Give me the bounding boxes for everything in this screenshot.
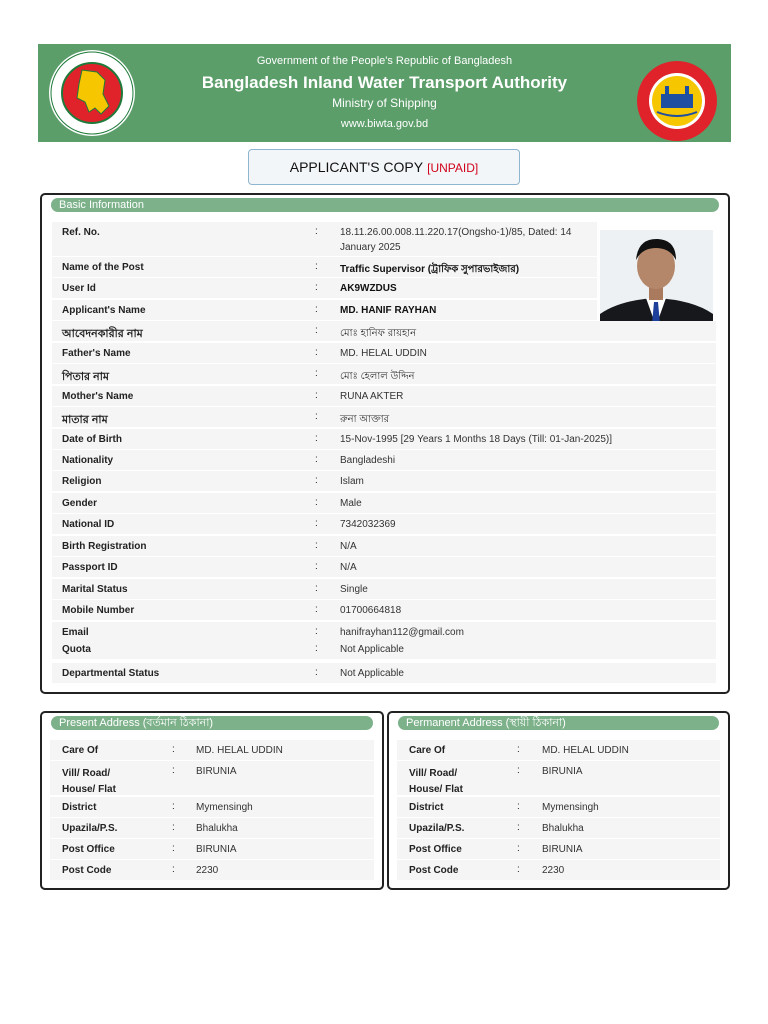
info-row — [52, 257, 597, 277]
address-row — [50, 818, 374, 838]
row-label: Date of Birth — [62, 434, 122, 445]
address-row — [50, 797, 374, 817]
row-label: Email — [62, 627, 89, 638]
row-label: Care Of — [409, 745, 446, 756]
row-label-line: Vill/ Road/ — [62, 768, 111, 779]
row-label: মাতার নাম — [62, 414, 108, 426]
row-colon: : — [172, 822, 175, 833]
row-value: BIRUNIA — [542, 766, 583, 777]
address-row — [397, 740, 720, 760]
person-photo-icon — [600, 230, 713, 333]
authority-name: Bangladesh Inland Water Transport Authority — [201, 73, 568, 92]
row-value: Bhalukha — [542, 823, 584, 834]
row-colon: : — [315, 626, 318, 637]
info-row — [52, 493, 716, 513]
address-row — [397, 839, 720, 859]
address-row — [50, 839, 374, 859]
row-label: Post Office — [409, 844, 462, 855]
row-label: User Id — [62, 283, 96, 294]
address-row — [50, 740, 374, 760]
row-colon: : — [315, 390, 318, 401]
row-colon: : — [315, 261, 318, 272]
row-value: 2230 — [542, 865, 565, 876]
row-value: Bhalukha — [196, 823, 238, 834]
address-row — [50, 860, 374, 880]
government-name: Government of the People's Republic of Bangladesh — [256, 55, 513, 67]
row-colon: : — [517, 744, 520, 755]
row-label — [409, 766, 463, 798]
applicant-photo — [600, 230, 713, 333]
info-row — [52, 514, 716, 534]
row-label: Mobile Number — [62, 605, 135, 616]
present-address-section — [40, 711, 384, 890]
row-colon: : — [315, 518, 318, 529]
row-label: Applicant's Name — [62, 305, 146, 316]
info-row — [52, 300, 597, 320]
row-label: Upazila/P.S. — [62, 823, 118, 834]
row-colon: : — [315, 368, 318, 379]
row-value: Male — [340, 498, 362, 509]
row-label: Ref. No. — [62, 227, 100, 238]
row-label: Post Office — [62, 844, 115, 855]
row-label: Passport ID — [62, 562, 118, 573]
row-colon: : — [315, 497, 318, 508]
row-label: Quota — [62, 644, 91, 655]
row-colon: : — [517, 843, 520, 854]
row-label: Religion — [62, 476, 102, 487]
row-label — [62, 766, 116, 798]
row-value: মোঃ হেলাল উদ্দিন — [340, 371, 415, 382]
info-row — [52, 471, 716, 491]
basic-information-section — [40, 193, 730, 694]
row-label: Upazila/P.S. — [409, 823, 465, 834]
row-value: 7342032369 — [340, 519, 396, 530]
row-value: Not Applicable — [340, 644, 404, 655]
info-row — [52, 536, 716, 556]
row-label-line: House/ Flat — [409, 784, 463, 795]
row-value: RUNA AKTER — [340, 391, 404, 402]
row-value: Mymensingh — [542, 802, 599, 813]
row-colon: : — [315, 667, 318, 678]
row-value: BIRUNIA — [542, 844, 583, 855]
row-colon: : — [315, 433, 318, 444]
row-label: District — [409, 802, 444, 813]
info-row — [52, 600, 716, 620]
info-row — [52, 321, 716, 341]
info-row — [52, 450, 716, 470]
address-row — [397, 818, 720, 838]
row-colon: : — [517, 864, 520, 875]
row-colon: : — [315, 475, 318, 486]
header-banner — [38, 44, 731, 142]
row-label: Gender — [62, 498, 98, 509]
row-label-line: Vill/ Road/ — [409, 768, 458, 779]
row-value: N/A — [340, 562, 357, 573]
row-colon: : — [172, 765, 175, 776]
ministry-name: Ministry of Shipping — [332, 96, 437, 110]
biwta-logo-icon — [631, 60, 723, 142]
row-value: মোঃ হানিফ রায়হান — [340, 328, 417, 339]
address-row — [397, 860, 720, 880]
row-value: Single — [340, 584, 368, 595]
info-row — [52, 639, 716, 659]
address-row — [397, 761, 720, 795]
row-label: Father's Name — [62, 348, 131, 359]
row-value: রুনা আক্তার — [340, 414, 390, 425]
row-colon: : — [315, 304, 318, 315]
row-colon: : — [315, 282, 318, 293]
row-colon: : — [517, 822, 520, 833]
row-label: National ID — [62, 519, 115, 530]
row-colon: : — [172, 801, 175, 812]
row-label: Care Of — [62, 745, 99, 756]
row-colon: : — [315, 325, 318, 336]
permanent-address-section — [387, 711, 730, 890]
row-label: আবেদনকারীর নাম — [62, 328, 143, 340]
info-row — [52, 663, 716, 683]
row-colon: : — [315, 643, 318, 654]
row-value: MD. HELAL UDDIN — [340, 348, 427, 359]
row-value: 01700664818 — [340, 605, 402, 616]
row-colon: : — [315, 604, 318, 615]
row-colon: : — [315, 454, 318, 465]
row-colon: : — [517, 801, 520, 812]
info-row — [52, 343, 716, 363]
row-value: MD. HELAL UDDIN — [196, 745, 283, 756]
row-colon: : — [315, 226, 318, 237]
row-value: Mymensingh — [196, 802, 253, 813]
payment-status: [UNPAID] — [427, 161, 479, 175]
row-value: BIRUNIA — [196, 844, 237, 855]
address-row — [50, 761, 374, 795]
row-value: MD. HELAL UDDIN — [542, 745, 629, 756]
info-row — [52, 407, 716, 427]
info-row — [52, 579, 716, 599]
row-colon: : — [517, 765, 520, 776]
row-value: BIRUNIA — [196, 766, 237, 777]
row-value-continued: January 2025 — [340, 242, 401, 253]
section-title: Present Address (বর্তমান ঠিকানা) — [51, 716, 373, 730]
row-label: পিতার নাম — [62, 371, 110, 383]
section-title: Permanent Address (স্থায়ী ঠিকানা) — [398, 716, 719, 730]
info-row — [52, 557, 716, 577]
row-value: 2230 — [196, 865, 219, 876]
row-colon: : — [172, 843, 175, 854]
row-value: Traffic Supervisor (ট্রাফিক সুপারভাইজার) — [340, 264, 520, 275]
website-link[interactable]: www.biwta.gov.bd — [340, 118, 429, 130]
section-title: Basic Information — [51, 198, 719, 212]
row-label: Nationality — [62, 455, 114, 466]
row-label: Marital Status — [62, 584, 128, 595]
row-value: Islam — [340, 476, 364, 487]
info-row — [52, 364, 716, 384]
row-value: 15-Nov-1995 [29 Years 1 Months 18 Days (Till: 01-Jan-2025)] — [340, 434, 612, 445]
info-row — [52, 429, 716, 449]
row-value: hanifrayhan112@gmail.com — [340, 627, 464, 638]
row-colon: : — [315, 561, 318, 572]
address-row — [397, 797, 720, 817]
row-value: Not Applicable — [340, 668, 404, 679]
row-colon: : — [315, 411, 318, 422]
row-value: MD. HANIF RAYHAN — [340, 305, 437, 316]
row-value: N/A — [340, 541, 357, 552]
row-label: Post Code — [409, 865, 459, 876]
row-label: Post Code — [62, 865, 112, 876]
row-value: Bangladeshi — [340, 455, 396, 466]
row-colon: : — [315, 540, 318, 551]
row-label: District — [62, 802, 97, 813]
row-colon: : — [315, 583, 318, 594]
info-row — [52, 386, 716, 406]
row-value: AK9WZDUS — [340, 283, 397, 294]
row-value: 18.11.26.00.008.11.220.17(Ongsho-1)/85, Dated: 14 — [340, 227, 572, 238]
info-row — [52, 278, 597, 298]
row-label-line: House/ Flat — [62, 784, 116, 795]
copy-title: APPLICANT'S COPY — [289, 159, 424, 175]
row-colon: : — [172, 744, 175, 755]
row-colon: : — [172, 864, 175, 875]
row-label: Departmental Status — [62, 668, 160, 679]
row-colon: : — [315, 347, 318, 358]
row-label: Name of the Post — [62, 262, 144, 273]
info-row — [52, 222, 597, 256]
row-label: Birth Registration — [62, 541, 147, 552]
applicant-copy-badge — [248, 149, 520, 185]
row-label: Mother's Name — [62, 391, 134, 402]
